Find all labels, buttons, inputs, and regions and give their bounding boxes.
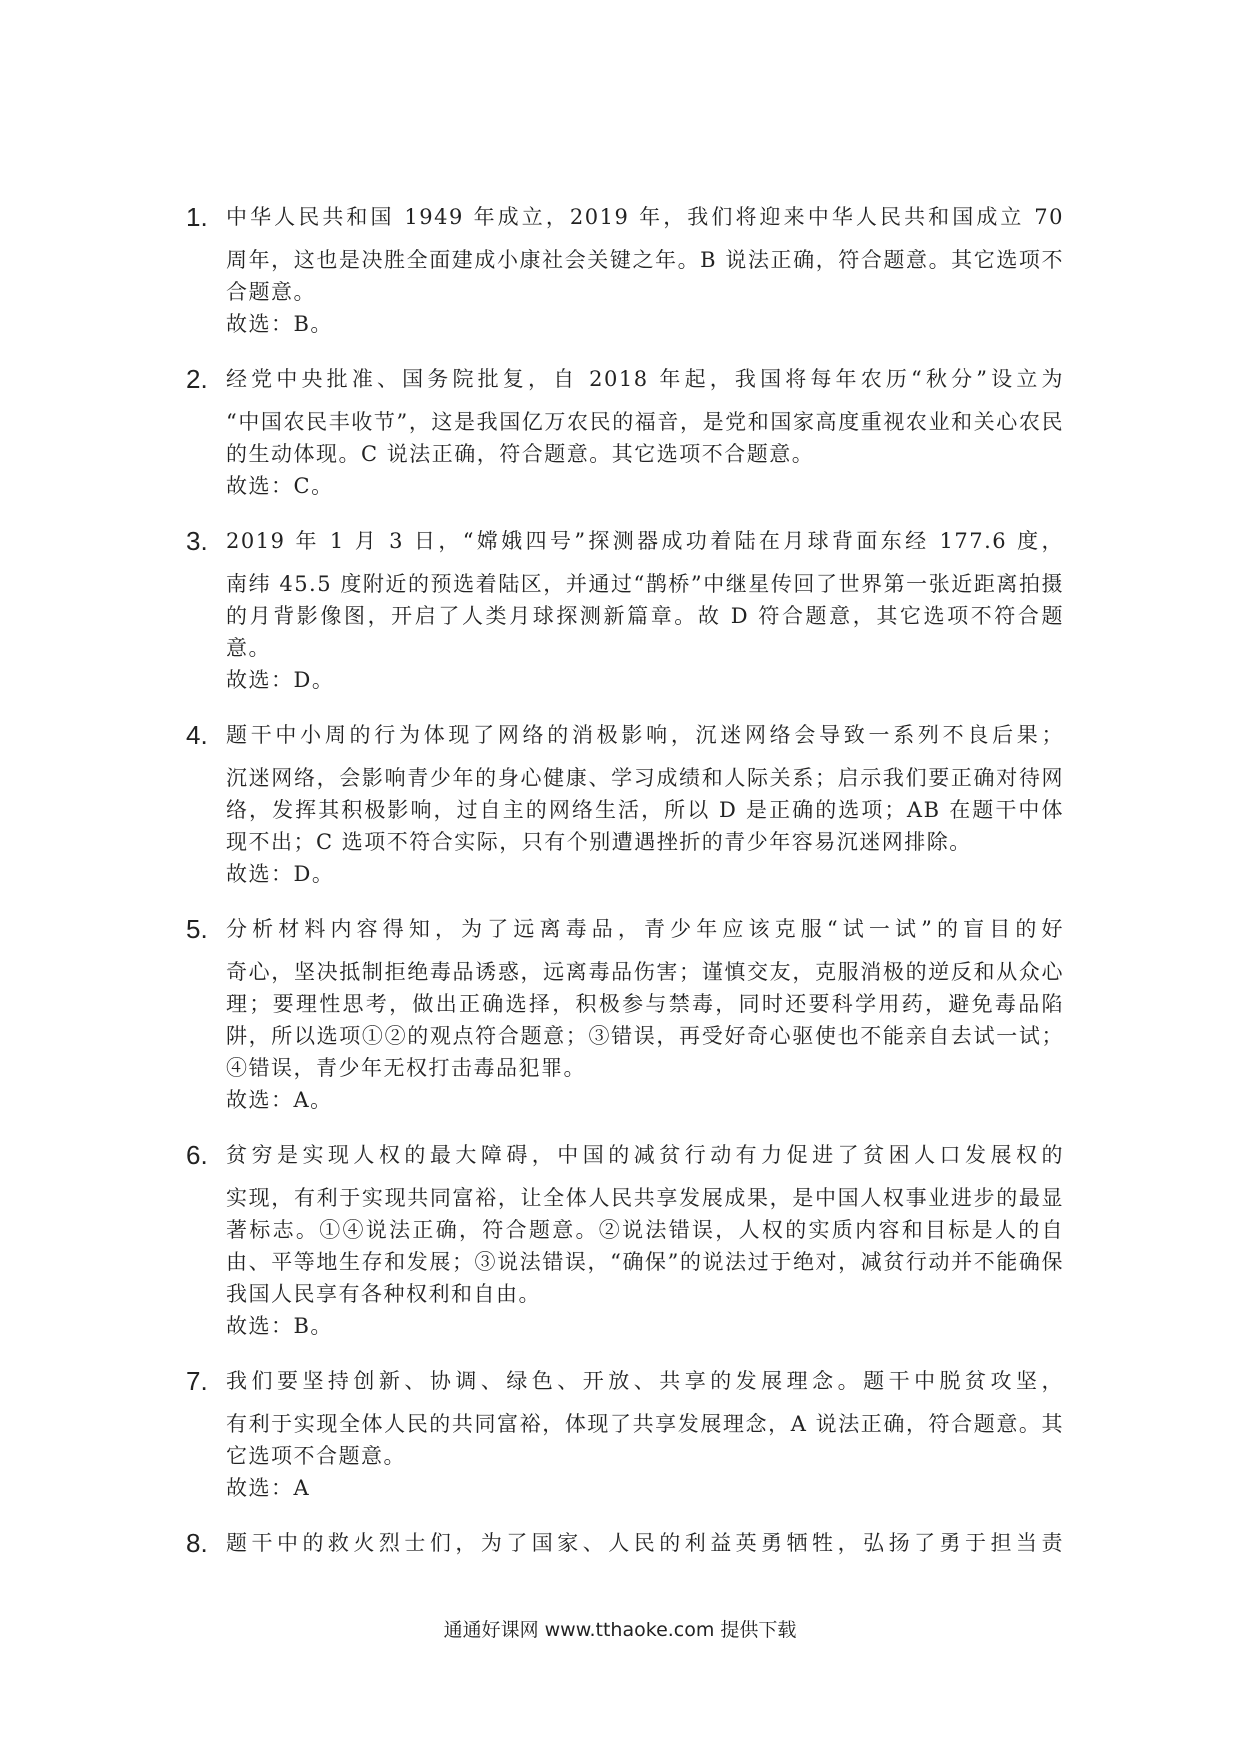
item-first-line: 题干中小周的行为体现了网络的消极影响，沉迷网络会导致一系列不良后果； (226, 723, 1064, 747)
item-first-line: 中华人民共和国 1949 年成立，2019 年，我们将迎来中华人民共和国成立 70 (226, 205, 1064, 229)
item-answer: 故选：B。 (226, 312, 333, 336)
item-number: 1. (186, 202, 208, 232)
item-first-line: 经党中央批准、国务院批复，自 2018 年起，我国将每年农历“秋分”设立为 (226, 367, 1064, 391)
answer-item (186, 1526, 1064, 1560)
answer-item (186, 912, 1064, 1116)
item-answer: 故选：B。 (226, 1314, 333, 1338)
item-number: 6. (186, 1140, 208, 1170)
item-number: 4. (186, 720, 208, 750)
item-explanation: 南纬 45.5 度附近的预选着陆区，并通过“鹊桥”中继星传回了世界第一张近距离拍摄的月背影像图，开启了人类月球探测新篇章。故 D 符合题意，其它选项不符合题意。 (226, 572, 1064, 660)
item-explanation: 奇心，坚决抵制拒绝毒品诱惑，远离毒品伤害；谨慎交友，克服消极的逆反和从众心理；要理性思考，做出正确选择，积极参与禁毒，同时还要科学用药，避免毒品陷阱，所以选项①②的观点符合题意；③错误，再受好奇心驱使也不能亲自去试一试；④错误，青少年无权打击毒品犯罪。 (226, 960, 1064, 1080)
answer-item (186, 524, 1064, 696)
page-footer: 通通好课网 www.tthaoke.com 提供下载 (443, 1619, 797, 1641)
item-answer: 故选：D。 (226, 668, 335, 692)
item-answer: 故选：A (226, 1476, 311, 1500)
answer-item (186, 200, 1064, 340)
item-explanation: 实现，有利于实现共同富裕，让全体人民共享发展成果，是中国人权事业进步的最显著标志。①④说法正确，符合题意。②说法错误，人权的实质内容和目标是人的自由、平等地生存和发展；③说法错误，“确保”的说法过于绝对，减贫行动并不能确保我国人民享有各种权利和自由。 (226, 1186, 1064, 1306)
answer-item (186, 1364, 1064, 1504)
item-explanation: 沉迷网络，会影响青少年的身心健康、学习成绩和人际关系；启示我们要正确对待网络，发挥其积极影响，过自主的网络生活，所以 D 是正确的选项；AB 在题干中体现不出；C 选项不符合实际，只有个别遭遇挫折的青少年容易沉迷网排除。 (226, 766, 1064, 854)
item-number: 7. (186, 1366, 208, 1396)
item-answer: 故选：D。 (226, 862, 335, 886)
answer-item (186, 1138, 1064, 1342)
item-number: 5. (186, 914, 208, 944)
item-first-line: 我们要坚持创新、协调、绿色、开放、共享的发展理念。题干中脱贫攻坚， (226, 1369, 1064, 1393)
item-first-line: 2019 年 1 月 3 日，“嫦娥四号”探测器成功着陆在月球背面东经 177.6 度， (226, 529, 1064, 553)
item-first-line: 题干中的救火烈士们，为了国家、人民的利益英勇牺牲，弘扬了勇于担当责 (226, 1531, 1064, 1555)
item-number: 3. (186, 526, 208, 556)
item-answer: 故选：A。 (226, 1088, 333, 1112)
item-number: 8. (186, 1528, 208, 1558)
answer-item (186, 362, 1064, 502)
answer-list (186, 200, 1064, 1560)
answer-item (186, 718, 1064, 890)
item-first-line: 贫穷是实现人权的最大障碍，中国的减贫行动有力促进了贫困人口发展权的 (226, 1143, 1064, 1167)
item-explanation: 有利于实现全体人民的共同富裕，体现了共享发展理念，A 说法正确，符合题意。其它选项不合题意。 (226, 1412, 1064, 1468)
item-explanation: 周年，这也是决胜全面建成小康社会关键之年。B 说法正确，符合题意。其它选项不合题意。 (226, 248, 1064, 304)
item-first-line: 分析材料内容得知，为了远离毒品，青少年应该克服“试一试”的盲目的好 (226, 917, 1064, 941)
item-answer: 故选：C。 (226, 474, 334, 498)
item-number: 2. (186, 364, 208, 394)
item-explanation: “中国农民丰收节”，这是我国亿万农民的福音，是党和国家高度重视农业和关心农民的生动体现。C 说法正确，符合题意。其它选项不合题意。 (226, 410, 1064, 466)
